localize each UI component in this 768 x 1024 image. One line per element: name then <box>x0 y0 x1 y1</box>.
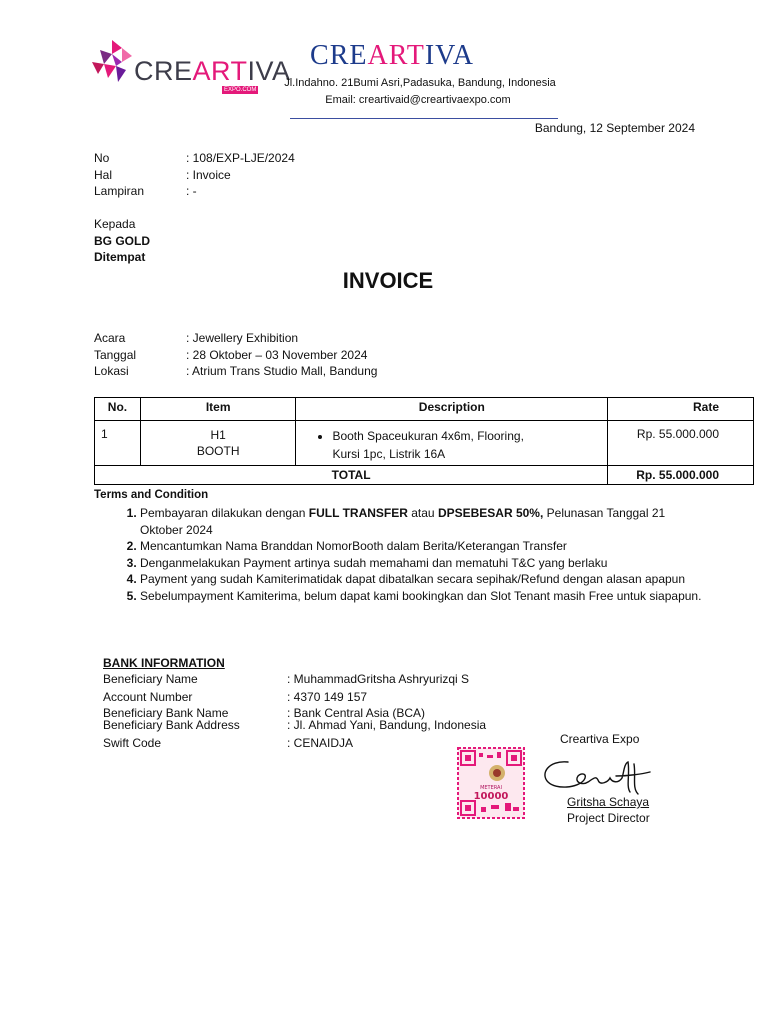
recipient-name: BG GOLD <box>94 234 150 248</box>
table-row <box>95 421 754 466</box>
lokasi-value: : Atrium Trans Studio Mall, Bandung <box>186 364 378 378</box>
terms-title: Terms and Condition <box>94 489 209 501</box>
stamp-label: METERAI <box>480 785 502 791</box>
account-number-value: : 4370 149 157 <box>287 690 368 704</box>
creartiva-logo-icon <box>92 40 132 82</box>
tanggal-value: : 28 Oktober – 03 November 2024 <box>186 348 368 362</box>
terms-item-5: 5. Sebelumpayment Kamiterima, belum dapat kami bookingkan dan Slot Tenant masih Free untuk siapapun. <box>140 588 710 605</box>
invoice-title: INVOICE <box>342 268 434 293</box>
signatory-name: Gritsha Schaya <box>567 795 650 809</box>
table-header-row <box>95 398 754 421</box>
account-number-label: Account Number <box>103 690 193 704</box>
acara-value: : Jewellery Exhibition <box>186 331 299 345</box>
header-no: No. <box>95 398 141 421</box>
kepada-label: Kepada <box>94 217 136 231</box>
tanggal-label: Tanggal <box>94 348 137 362</box>
company-email: Email: creartivaid@creartivaexpo.com <box>325 94 511 106</box>
terms-item-2: 2. Mencantumkan Nama Branddan NomorBooth dalam Berita/Keterangan Transfer <box>140 538 710 555</box>
no-value: : 108/EXP-LJE/2024 <box>186 151 295 165</box>
bank-name-value: : Bank Central Asia (BCA) <box>287 706 426 720</box>
table-total-row <box>95 466 754 485</box>
meterai-stamp-icon <box>457 747 525 819</box>
total-label: TOTAL <box>95 466 608 485</box>
row-no: 1 <box>95 421 141 466</box>
row-item-line2: BOOTH <box>196 444 240 458</box>
row-rate: Rp. 55.000.000 <box>608 421 754 466</box>
row-item <box>140 421 296 466</box>
document-date: Bandung, 12 September 2024 <box>534 121 695 135</box>
invoice-table <box>94 397 754 485</box>
bank-address-value: : Jl. Ahmad Yani, Bandung, Indonesia <box>287 718 487 732</box>
no-label: No <box>94 151 110 165</box>
hal-value: : Invoice <box>186 168 231 182</box>
header-item: Item <box>140 398 296 421</box>
header-rate: Rate <box>608 398 754 421</box>
swift-code-value: : CENAIDJA <box>287 736 354 750</box>
logo-wordmark: CREARTIVA <box>134 56 291 86</box>
lampiran-label: Lampiran <box>94 184 145 198</box>
hal-label: Hal <box>94 168 113 182</box>
handwritten-signature-icon <box>538 752 658 798</box>
recipient-location: Ditempat <box>94 250 146 264</box>
row-description <box>296 421 608 466</box>
header-divider <box>290 118 558 119</box>
bank-address-label: Beneficiary Bank Address <box>103 718 240 732</box>
header-description: Description <box>296 398 608 421</box>
row-description-text: • Booth Spaceukuran 4x6m, Flooring, Kursi 1pc, Listrik 16A <box>332 427 542 463</box>
terms-list <box>100 505 710 604</box>
signatory-role: Project Director <box>567 811 650 825</box>
terms-item-3: 3. Denganmelakukan Payment artinya sudah memahami dan mematuhi T&C yang berlaku <box>140 555 710 572</box>
company-address: Jl.Indahno. 21Bumi Asri,Padasuka, Bandung, Indonesia <box>284 77 556 89</box>
total-value: Rp. 55.000.000 <box>608 466 754 485</box>
stamp-value: 10000 <box>473 791 509 802</box>
brand-title: CREARTIVA <box>310 40 474 71</box>
bank-name-label: Beneficiary Bank Name <box>103 706 229 720</box>
beneficiary-name-label: Beneficiary Name <box>103 672 198 686</box>
terms-item-4: 4. Payment yang sudah Kamiterimatidak dapat dibatalkan secara sepihak/Refund dengan alasan apapun <box>140 571 710 588</box>
lampiran-value: : - <box>186 184 197 198</box>
signature-company: Creartiva Expo <box>560 732 640 746</box>
swift-code-label: Swift Code <box>103 736 162 750</box>
row-item-line1: H1 <box>210 428 226 442</box>
beneficiary-name-value: : MuhammadGritsha Ashryurizqi S <box>287 672 470 686</box>
logo-subtext: EXPO.COM <box>224 87 257 93</box>
bank-info-title: BANK INFORMATION <box>103 656 225 670</box>
acara-label: Acara <box>94 331 126 345</box>
lokasi-label: Lokasi <box>94 364 129 378</box>
terms-item-1: 1. Pembayaran dilakukan dengan FULL TRANSFER atau DPSEBESAR 50%, Pelunasan Tanggal 21 Oktober 2024 <box>140 505 710 538</box>
